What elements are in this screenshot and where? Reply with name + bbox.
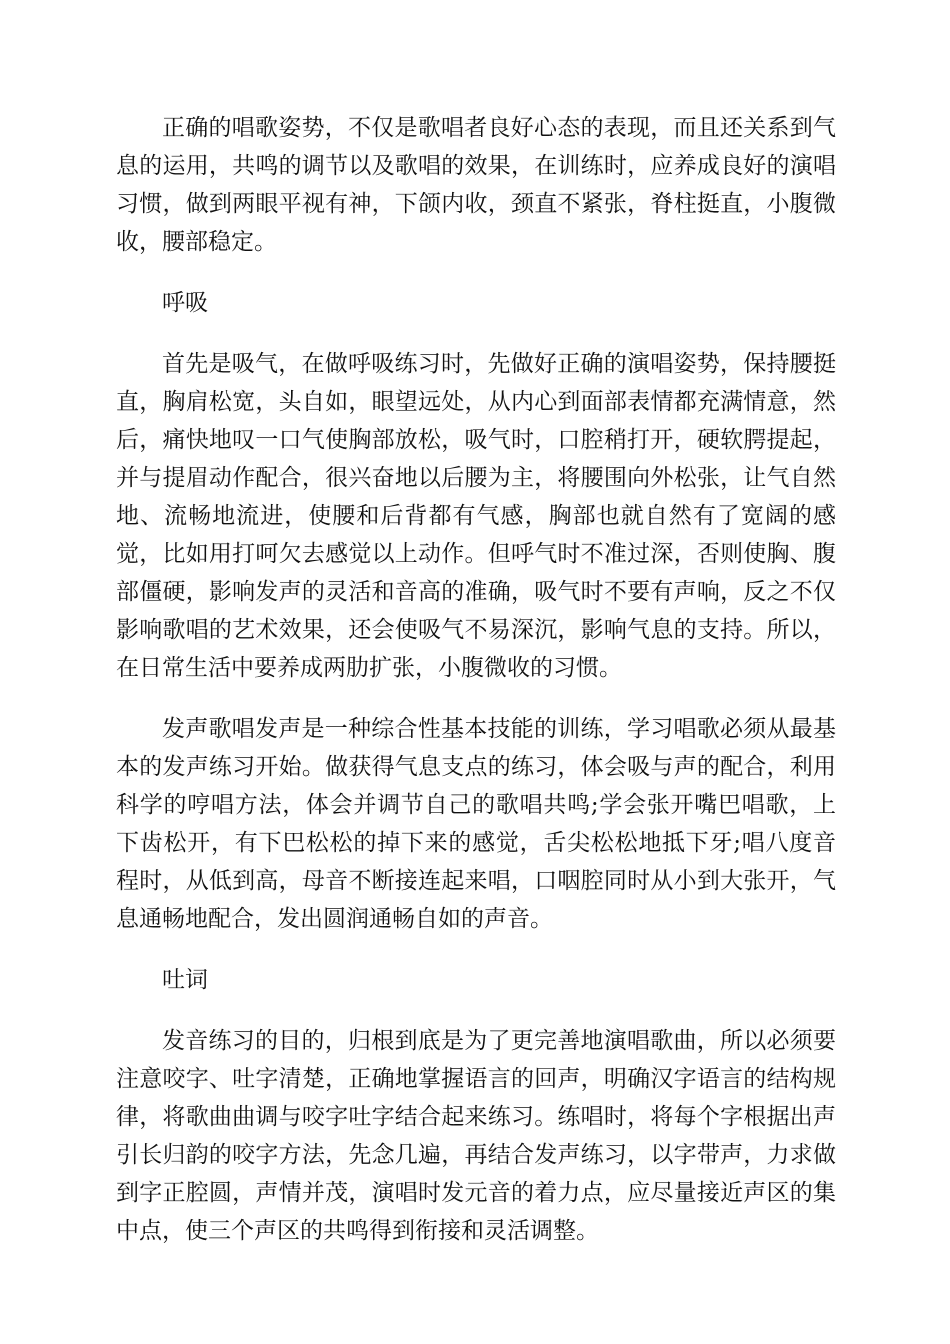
paragraph-diction: 发音练习的目的，归根到底是为了更完善地演唱歌曲，所以必须要注意咬字、吐字清楚，正确地掌握语言的回声，明确汉字语言的结构规律，将歌曲曲调与咬字吐字结合起来练习。练唱时，将每个字根据出声引长归韵的咬字方法，先念几遍，再结合发声练习，以字带声，力求做到字正腔圆，声情并茂，演唱时发元音的着力点，应尽量接近声区的集中点，使三个声区的共鸣得到衔接和灵活调整。 xyxy=(116,1028,836,1244)
paragraph-posture: 正确的唱歌姿势，不仅是歌唱者良好心态的表现，而且还关系到气息的运用，共鸣的调节以及歌唱的效果，在训练时，应养成良好的演唱习惯，做到两眼平视有神，下颌内收，颈直不紧张，脊柱挺直，小腹微收，腰部稳定。 xyxy=(116,115,836,255)
paragraph-vocalization: 发声歌唱发声是一种综合性基本技能的训练，学习唱歌必须从最基本的发声练习开始。做获得气息支点的练习，体会吸与声的配合，利用科学的哼唱方法，体会并调节自己的歌唱共鸣;学会张开嘴巴唱歌，上下齿松开，有下巴松松的掉下来的感觉，舌尖松松地抵下牙;唱八度音程时，从低到高，母音不断接连起来唱，口咽腔同时从小到大张开，气息通畅地配合，发出圆润通畅自如的声音。 xyxy=(116,716,836,932)
section-heading-breathing: 呼吸 xyxy=(162,290,208,316)
document-body xyxy=(116,109,836,1273)
section-heading-diction: 吐词 xyxy=(162,967,208,993)
paragraph-breathing: 首先是吸气，在做呼吸练习时，先做好正确的演唱姿势，保持腰挺直，胸肩松宽，头自如，眼望远处，从内心到面部表情都充满情意，然后，痛快地叹一口气使胸部放松，吸气时，口腔稍打开，硬软腭提起，并与提眉动作配合，很兴奋地以后腰为主，将腰围向外松张，让气自然地、流畅地流进，使腰和后背都有气感，胸部也就自然有了宽阔的感觉，比如用打呵欠去感觉以上动作。但呼气时不准过深，否则使胸、腹部僵硬，影响发声的灵活和音高的准确，吸气时不要有声响，反之不仅影响歌唱的艺术效果，还会使吸气不易深沉，影响气息的支持。所以，在日常生活中要养成两肋扩张，小腹微收的习惯。 xyxy=(116,351,836,681)
